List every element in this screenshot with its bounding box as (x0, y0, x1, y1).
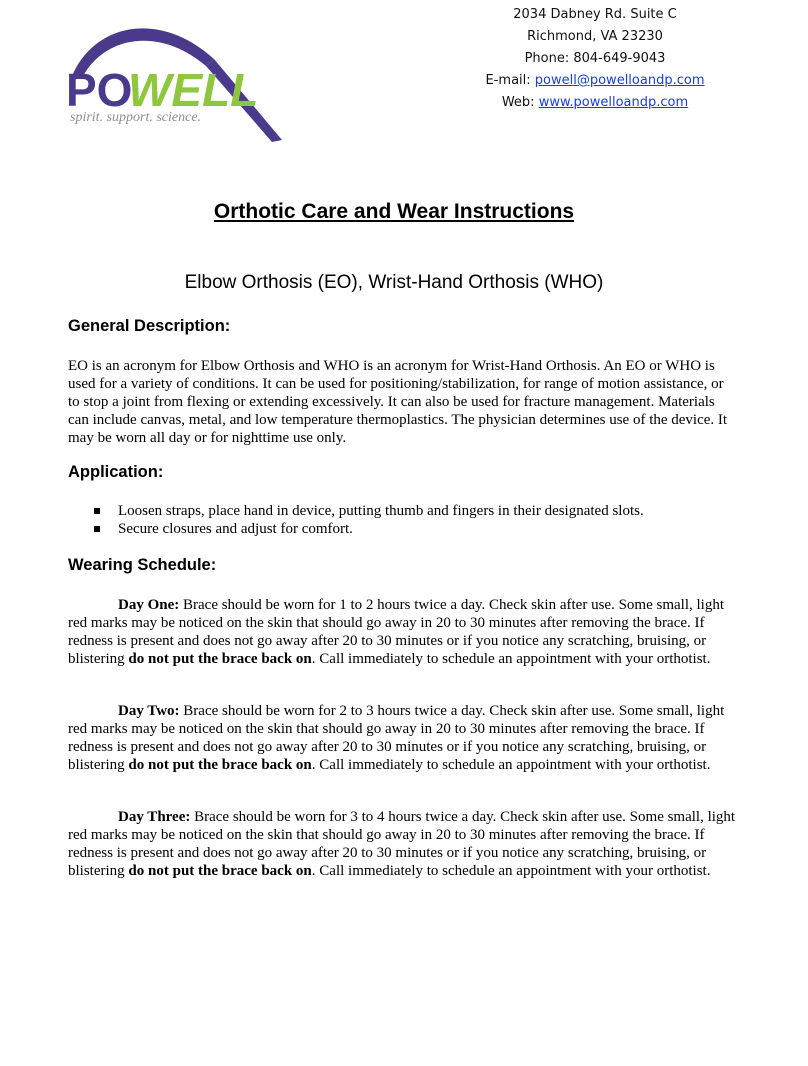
general-description-heading: General Description: (68, 317, 231, 335)
day-text-end: . Call immediately to schedule an appointment with your orthotist. (311, 757, 711, 773)
powell-logo-graphic (64, 14, 288, 144)
application-item-text: Secure closures and adjust for comfort. (118, 521, 353, 537)
day-one-paragraph (68, 596, 738, 668)
bullet-square-icon (94, 526, 100, 532)
day-warning: do not put the brace back on (128, 651, 312, 667)
day-text: Brace should be worn for 2 to 3 hours twice a day. Check skin after use. Some small, light red marks may be noticed on the skin that should go away in 20 to 30 minutes after removing the brace. If redness is present and does not go away after 20 to 30 minutes or if you notice any scratching, bruising, or blistering (68, 703, 725, 773)
day-two-paragraph (68, 702, 738, 774)
logo-brand-part1: PO (66, 64, 133, 116)
web-line (470, 92, 720, 114)
day-three-paragraph (68, 808, 738, 880)
page-subtitle: Elbow Orthosis (EO), Wrist-Hand Orthosis (WHO) (184, 272, 604, 293)
contact-block (470, 4, 720, 114)
day-text-end: . Call immediately to schedule an appointment with your orthotist. (311, 651, 711, 667)
day-label: Day One: (118, 597, 180, 613)
address-line-2: Richmond, VA 23230 (527, 29, 663, 44)
email-label: E-mail: (485, 73, 535, 88)
web-label: Web: (501, 95, 539, 110)
logo-tagline: spirit. support. science. (70, 110, 202, 125)
bullet-square-icon (94, 508, 100, 514)
application-heading: Application: (68, 463, 164, 481)
wearing-schedule-heading: Wearing Schedule: (68, 556, 217, 574)
day-label: Day Two: (118, 703, 180, 719)
day-warning: do not put the brace back on (128, 863, 312, 879)
general-description-text: EO is an acronym for Elbow Orthosis and WHO is an acronym for Wrist-Hand Orthosis. An EO or WHO is used for a variety of conditions. It can be used for positioning/stabilization, for range of motion assistance, or to stop a joint from flexing or extending excessively. It can also be used for fracture management. Materials can include canvas, metal, and low temperature thermoplastics. The physician determines use of the device. It may be worn all day or for nighttime use only. (68, 358, 728, 446)
address-line-1: 2034 Dabney Rd. Suite C (513, 7, 677, 22)
application-item (92, 502, 644, 520)
email-line (470, 70, 720, 92)
day-text: Brace should be worn for 3 to 4 hours twice a day. Check skin after use. Some small, light red marks may be noticed on the skin that should go away in 20 to 30 minutes after removing the brace. If redness is present and does not go away after 20 to 30 minutes or if you notice any scratching, bruising, or blistering (68, 809, 736, 879)
day-warning: do not put the brace back on (128, 757, 312, 773)
email-link[interactable]: powell@powelloandp.com (534, 73, 705, 88)
application-list (92, 502, 644, 538)
day-text-end: . Call immediately to schedule an appointment with your orthotist. (311, 863, 711, 879)
web-link[interactable]: www.powelloandp.com (538, 95, 689, 110)
phone-line: Phone: 804-649-9043 (524, 51, 666, 66)
day-text: Brace should be worn for 1 to 2 hours twice a day. Check skin after use. Some small, light red marks may be noticed on the skin that should go away in 20 to 30 minutes after removing the brace. If redness is present and does not go away after 20 to 30 minutes or if you notice any scratching, bruising, or blistering (68, 597, 724, 667)
powell-logo (64, 14, 288, 144)
application-item-text: Loosen straps, place hand in device, putting thumb and fingers in their designated slots. (118, 503, 644, 519)
page-title: Orthotic Care and Wear Instructions (213, 200, 575, 223)
application-item (92, 520, 644, 538)
day-label: Day Three: (118, 809, 191, 825)
logo-brand-part2: WELL (128, 64, 259, 116)
